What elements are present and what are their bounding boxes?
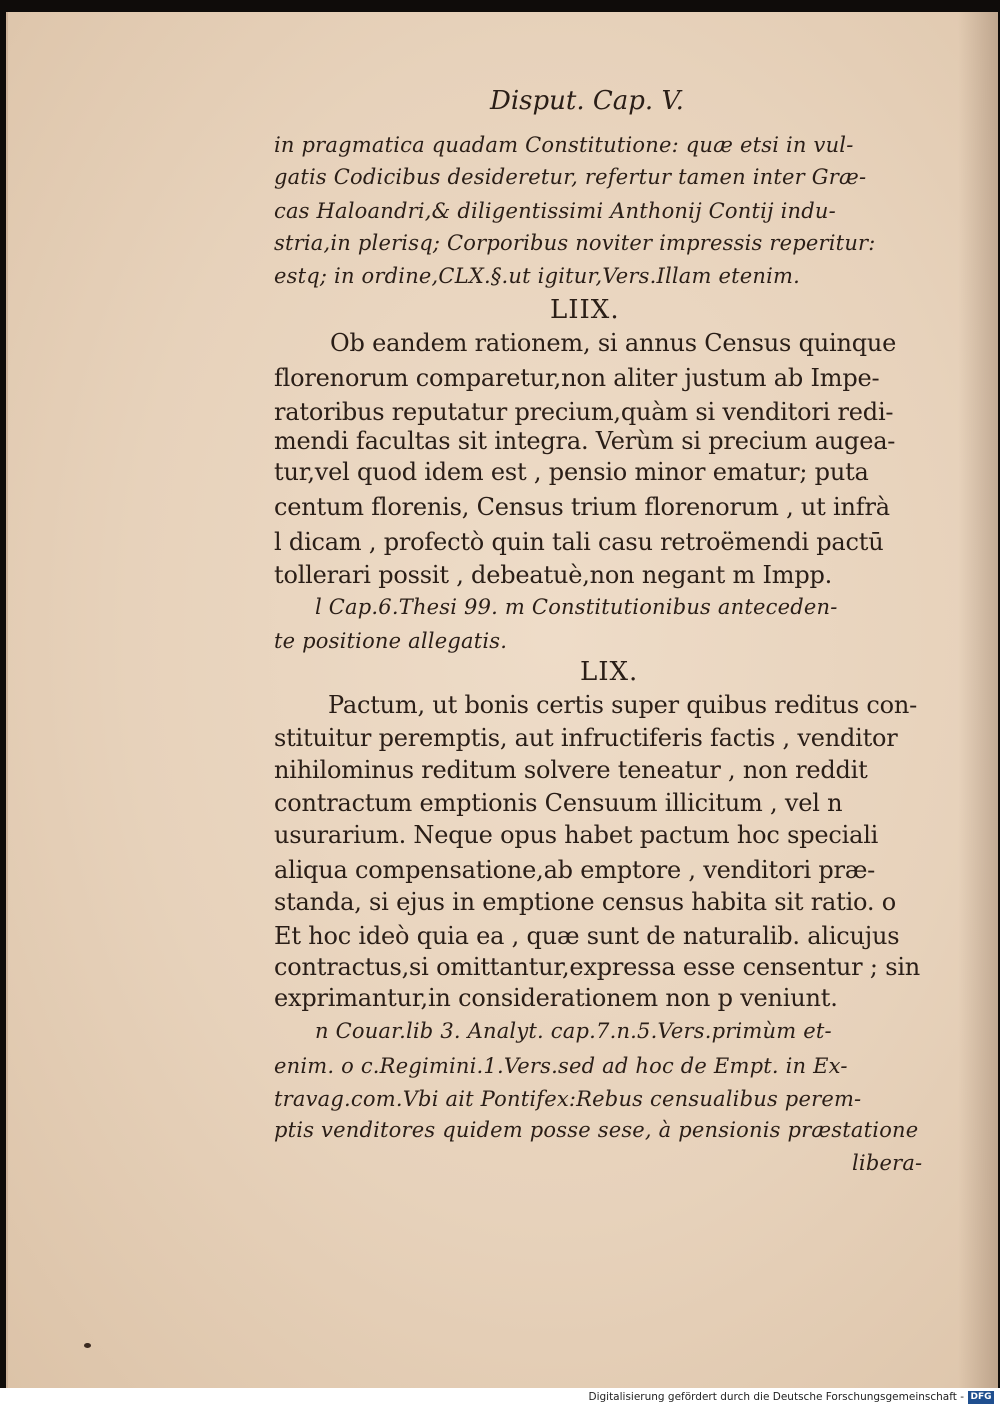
text-line: nihilominus reditum solvere teneatur , non reddit	[274, 756, 868, 784]
page-edge-shadow	[958, 12, 998, 1388]
footer-bar	[0, 1388, 1000, 1407]
catchword: libera-	[852, 1151, 923, 1175]
text-line: aliqua compensatione,ab emptore , venditori præ-	[274, 856, 876, 884]
footnote-line: enim. o c.Regimini.1.Vers.sed ad hoc de Empt. in Ex-	[274, 1054, 848, 1078]
section-heading: LIX.	[580, 657, 639, 687]
text-line: stituitur peremptis, aut infructiferis factis , venditor	[274, 724, 898, 752]
footnote-line: ptis venditores quidem posse sese, à pensionis præstatione	[274, 1118, 919, 1142]
text-line: gatis Codicibus desideretur, refertur tamen inter Græ-	[274, 165, 867, 189]
footnote-line: travag.com.Vbi ait Pontifex:Rebus censualibus perem-	[274, 1087, 862, 1111]
text-line: cas Haloandri,& diligentissimi Anthonij Contij indu-	[274, 199, 836, 223]
text-line: standa, si ejus in emptione census habita sit ratio. o	[274, 888, 896, 916]
footnote-line: te positione allegatis.	[274, 629, 508, 653]
text-line: in pragmatica quadam Constitutione: quæ etsi in vul-	[274, 133, 854, 157]
text-line: contractum emptionis Censuum illicitum , vel n	[274, 789, 843, 817]
text-line: Pactum, ut bonis certis super quibus reditus con-	[328, 691, 918, 719]
text-line: florenorum comparetur,non aliter justum ab Impe-	[274, 364, 880, 392]
running-head: Disput. Cap. V.	[490, 86, 684, 116]
text-line: tur,vel quod idem est , pensio minor ematur; puta	[274, 458, 869, 486]
section-heading: LIIX.	[550, 295, 620, 325]
funding-notice: Digitalisierung gefördert durch die Deutsche Forschungsgemeinschaft -	[588, 1391, 964, 1403]
text-line: estq; in ordine,CLX.§.ut igitur,Vers.Illam etenim.	[274, 264, 801, 288]
text-line: tollerari possit , debeatuè,non negant m Impp.	[274, 561, 833, 589]
text-line: centum florenis, Census trium florenorum , ut infrà	[274, 493, 890, 521]
text-line: Ob eandem rationem, si annus Census quinque	[330, 329, 897, 357]
text-line: Et hoc ideò quia ea , quæ sunt de naturalib. alicujus	[274, 922, 900, 950]
footnote-line: l Cap.6.Thesi 99. m Constitutionibus anteceden-	[315, 595, 838, 619]
text-line: contractus,si omittantur,expressa esse censentur ; sin	[274, 953, 921, 981]
dfg-logo-icon: DFG	[968, 1391, 994, 1404]
text-line: ratoribus reputatur precium,quàm si venditori redi-	[274, 398, 894, 426]
ink-spot	[84, 1343, 91, 1348]
footnote-line: n Couar.lib 3. Analyt. cap.7.n.5.Vers.primùm et-	[315, 1019, 832, 1043]
text-line: stria,in plerisq; Corporibus noviter impressis reperitur:	[274, 231, 876, 255]
text-line: exprimantur,in considerationem non p veniunt.	[274, 984, 838, 1012]
text-line: mendi facultas sit integra. Verùm si precium augea-	[274, 427, 896, 455]
text-line: usurarium. Neque opus habet pactum hoc speciali	[274, 821, 879, 849]
text-line: l dicam , profectò quin tali casu retroëmendi pactū	[274, 528, 884, 556]
